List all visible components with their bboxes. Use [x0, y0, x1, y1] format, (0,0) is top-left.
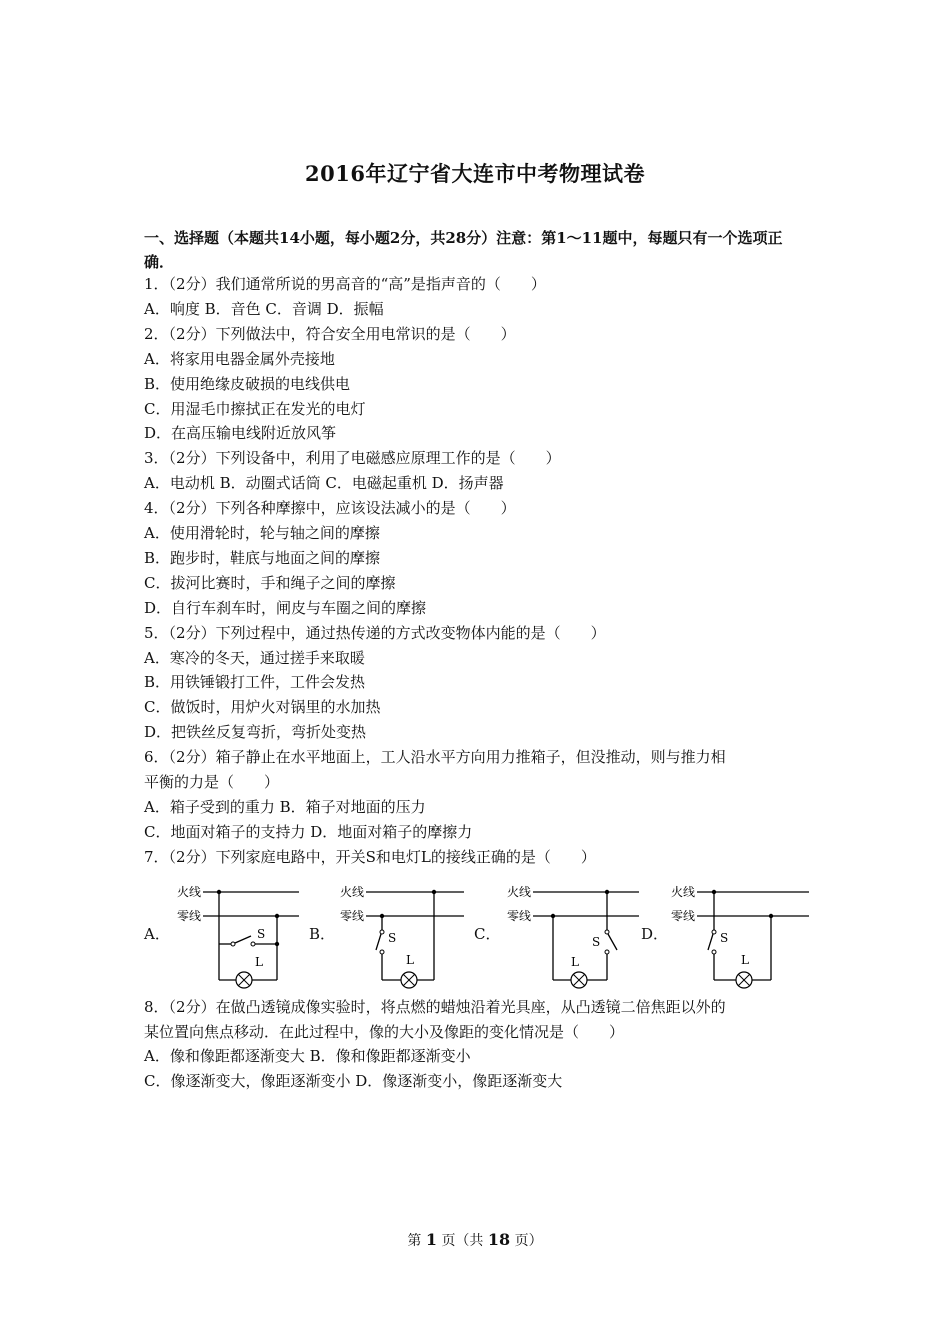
lamp-icon — [736, 972, 752, 988]
question-line: C．做饭时，用炉火对锅里的水加热 — [144, 698, 381, 717]
question-line: A．将家用电器金属外壳接地 — [144, 349, 335, 368]
option-letter: C． — [474, 925, 501, 943]
lamp-icon — [401, 972, 417, 988]
question-line: C．拔河比赛时，手和绳子之间的摩擦 — [144, 573, 396, 592]
switch-label: S — [592, 935, 601, 949]
live-wire-label: 火线 — [340, 885, 365, 899]
live-wire-label: 火线 — [507, 885, 532, 899]
question-line: B．跑步时，鞋底与地面之间的摩擦 — [144, 548, 381, 567]
question-line: 7．（2分）下列家庭电路中，开关S和电灯L的接线正确的是（ ） — [144, 847, 596, 866]
question-line: 平衡的力是（ ） — [144, 773, 280, 791]
page-title: 2016年辽宁省大连市中考物理试卷 — [305, 161, 645, 186]
question-line: 4．（2分）下列各种摩擦中，应该设法减小的是（ ） — [144, 499, 516, 518]
circuit-diagram-b — [334, 880, 464, 990]
question-line: 2．（2分）下列做法中，符合安全用电常识的是（ ） — [144, 324, 516, 343]
circuit-option-b — [309, 880, 459, 990]
circuit-diagram-c — [499, 880, 639, 990]
switch-label: S — [257, 927, 266, 941]
circuit-option-a — [144, 880, 294, 990]
section-heading: 一、选择题（本题共14小题，每小题2分，共28分）注意：第1～11题中，每题只有一个选项正确． — [144, 229, 783, 271]
switch-label: S — [388, 931, 397, 945]
live-wire-label: 火线 — [671, 885, 696, 899]
question-line: D．自行车刹车时，闸皮与车圈之间的摩擦 — [144, 598, 427, 617]
lamp-icon — [571, 972, 587, 988]
circuit-diagram-a — [169, 880, 299, 990]
footer-mid: 页（共 — [441, 1233, 484, 1249]
neutral-wire-label: 零线 — [177, 909, 202, 923]
question-line: A．箱子受到的重力 B．箱子对地面的压力 — [144, 797, 426, 816]
option-letter: B． — [309, 925, 336, 943]
question-line: B．用铁锤锻打工件，工件会发热 — [144, 673, 366, 692]
footer-suffix: 页） — [514, 1233, 543, 1249]
question-line: A．响度 B．音色 C．音调 D．振幅 — [144, 299, 384, 318]
option-letter: A． — [144, 925, 170, 943]
question-line: A．使用滑轮时，轮与轴之间的摩擦 — [144, 524, 380, 542]
footer-prefix: 第 — [407, 1233, 422, 1249]
question-line: A．寒冷的冬天，通过搓手来取暖 — [144, 648, 365, 667]
neutral-wire-label: 零线 — [340, 909, 365, 923]
lamp-label: L — [571, 955, 579, 969]
circuit-option-d — [641, 880, 814, 990]
footer-page-number: 1 — [425, 1230, 437, 1249]
switch-icon — [608, 934, 617, 950]
circuit-option-c — [474, 880, 644, 990]
switch-icon — [376, 934, 381, 950]
question-line: 1．（2分）我们通常所说的男高音的“高”是指声音的（ ） — [144, 275, 546, 293]
footer-total-pages: 18 — [487, 1230, 511, 1249]
switch-label: S — [720, 931, 729, 945]
question-line: 5．（2分）下列过程中，通过热传递的方式改变物体内能的是（ ） — [144, 623, 606, 642]
circuit-diagram-d — [669, 880, 814, 990]
live-wire-label: 火线 — [177, 885, 202, 899]
lamp-label: L — [741, 953, 749, 967]
question-line: B．使用绝缘皮破损的电线供电 — [144, 374, 351, 393]
switch-icon — [708, 934, 713, 950]
option-letter: D． — [641, 925, 669, 943]
lamp-icon — [236, 972, 252, 988]
neutral-wire-label: 零线 — [507, 909, 532, 923]
neutral-wire-label: 零线 — [671, 909, 696, 923]
question-line: D．在高压输电线附近放风筝 — [144, 424, 337, 443]
page-footer — [0, 1230, 950, 1250]
question-line: D．把铁丝反复弯折，弯折处变热 — [144, 723, 367, 742]
lamp-label: L — [255, 955, 263, 969]
question-line: A．像和像距都逐渐变大 B．像和像距都逐渐变小 — [144, 1047, 471, 1066]
question-line: C．用湿毛巾擦拭正在发光的电灯 — [144, 399, 366, 418]
question-line: 某位置向焦点移动．在此过程中，像的大小及像距的变化情况是（ ） — [144, 1022, 625, 1041]
question-line: C．地面对箱子的支持力 D．地面对箱子的摩擦力 — [144, 822, 473, 841]
question-line: 8．（2分）在做凸透镜成像实验时，将点燃的蜡烛沿着光具座，从凸透镜二倍焦距以外的 — [144, 998, 726, 1016]
question-line: 6．（2分）箱子静止在水平地面上，工人沿水平方向用力推箱子，但没推动，则与推力相 — [144, 748, 726, 767]
question-line: 3．（2分）下列设备中，利用了电磁感应原理工作的是（ ） — [144, 449, 561, 468]
switch-icon — [235, 936, 251, 943]
question-line: A．电动机 B．动圈式话筒 C．电磁起重机 D．扬声器 — [144, 474, 504, 493]
lamp-label: L — [406, 953, 414, 967]
question-line: C．像逐渐变大，像距逐渐变小 D．像逐渐变小，像距逐渐变大 — [144, 1072, 563, 1091]
circuit-options — [144, 880, 814, 990]
